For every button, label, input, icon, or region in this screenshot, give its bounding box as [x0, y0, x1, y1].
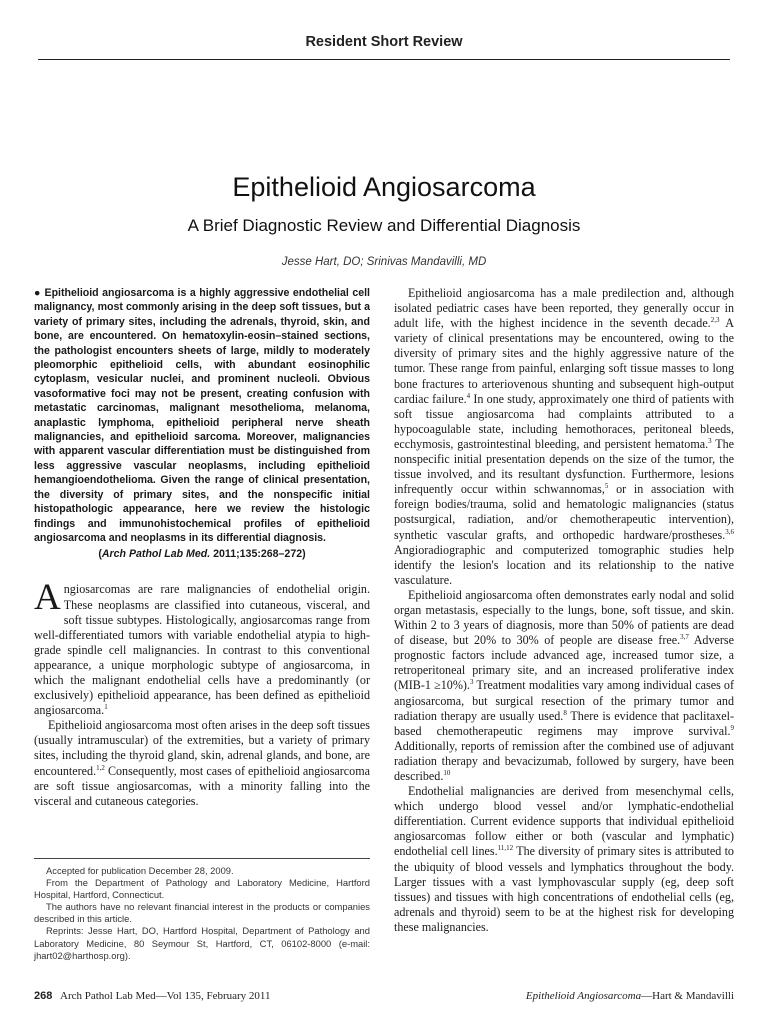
abstract: ● Epithelioid angiosarcoma is a highly aggressive endothelial cell malignancy, most commonly arising in the deep soft tissues, but a variety of primary sites, including the adrenals, thyroid, skin, and bone, are encountered. On hematoxylin-eosin–stained sections, the pathologist encounters sheets of large, mildly to moderately pleomorphic epithelioid cells, with abundant eosinophilic cytoplasm, vesicular nuclei, and prominent nucleoli. Obvious vasoformative foci may not be present, creating confusion with metastatic carcinomas, malignant mesothelioma, melanoma, anaplastic lymphoma, epithelioid peripheral nerve sheath malignancies, and epithelioid sarcoma. Moreover, malignancies with apparent vascular differentiation must be distinguished from less aggressive vascular neoplasms, including epithelioid hemangioendothelioma. Given the range of clinical presentation, the diversity of primary sites, and the nonspecific initial histopathologic appearance, here we review the histologic findings and immunohistochemical profiles of epithelioid angiosarcoma and neoplasms in its differential diagnosis.: [34, 287, 370, 544]
citation-details: 2011;135:268–272): [210, 548, 306, 561]
section-header: Resident Short Review: [305, 34, 463, 50]
intro-paragraph-2: Epithelioid angiosarcoma most often arises in the deep soft tissues (usually intramuscular) of the extremities, but a variety of primary sites, including the thyroid gland, skin, adrenal glands, and bone, are encountered.$^{1,2}$ Consequently, most cases of epithelioid angiosarcoma are soft tissue angiosarcomas, with a minority falling into the visceral and cutaneous categories.: [34, 718, 370, 808]
running-title: Epithelioid Angiosarcoma: [525, 990, 642, 1002]
footnote-disclosure: The authors have no relevant financial interest in the products or companies described in this article.: [34, 901, 370, 925]
page-number: 268: [34, 990, 53, 1002]
left-column: [34, 286, 370, 809]
footnote-rule: [34, 858, 370, 859]
right-column: [394, 286, 734, 935]
intro-paragraph-1: Angiosarcomas are rare malignancies of endothelial origin. These neoplasms are classified into cutaneous, visceral, and soft tissue subtypes. Histologically, angiosarcomas range from well-differentiated tumors with variable endothelial atypia to high-grade spindle cell malignancies. In contrast to this conventional appearance, a unique morphologic subtype of angiosarcoma, in which the malignant endothelial cells have a predominantly (or exclusively) epithelioid appearance, has been defined as epithelioid angiosarcoma.$^1$: [34, 577, 370, 718]
article-title: Epithelioid Angiosarcoma: [232, 172, 536, 202]
body-paragraph-2: Epithelioid angiosarcoma often demonstrates early nodal and solid organ metastasis, especially to the lungs, bone, soft tissue, and skin. Within 2 to 3 years of diagnosis, more than 50% of patients are dead of disease, but 20% to 30% of people are disease free.$^{3,7}$ Adverse prognostic factors include advanced age, increased tumor size, a retroperitoneal primary site, and an increased proliferative index (MIB-1 ≥10%).$^3$ Treatment modalities vary among individual cases of angiosarcoma, but surgical resection of the primary tumor and radiation therapy are usually used.$^8$ There is evidence that paclitaxel-based chemotherapeutic regimens may improve survival.$^9$ Additionally, reports of remission after the combined use of adjuvant radiation therapy and bevacizumab, followed by surgery, have been described.$^{10}$: [394, 587, 735, 783]
footnotes: [34, 858, 370, 962]
running-authors: —Hart & Mandavilli: [641, 990, 734, 1002]
abstract-citation: (Arch Pathol Lab Med. 2011;135:268–272): [98, 548, 306, 561]
article-subtitle: A Brief Diagnostic Review and Differential Diagnosis: [187, 216, 581, 235]
article-authors: Jesse Hart, DO; Srinivas Mandavilli, MD: [281, 256, 487, 268]
citation-journal: Arch Pathol Lab Med.: [101, 548, 211, 561]
footnote-affiliation: From the Department of Pathology and Laboratory Medicine, Hartford Hospital, Hartford, Connecticut.: [34, 877, 370, 901]
header-rule: [38, 59, 730, 60]
body-paragraph-3: Endothelial malignancies are derived from mesenchymal cells, which undergo blood vessel and/or lymphatic-endothelial differentiation. Current evidence supports that individual epithelioid angiosarcomas follow either or both (vascular and lymphatic) endothelial cell lines.$^{11,12}$ The diversity of primary sites is attributed to the ubiquity of blood vessels and lymphatics throughout the body. Larger tissues with a vast lymphovascular supply (eg, deep soft tissues) and tissues with high concentrations of endothelial cells (eg, adrenals and thyroid) seem to be at the highest risk for developing these malignancies.: [394, 784, 734, 934]
footnote-accepted: Accepted for publication December 28, 2009.: [46, 865, 234, 876]
drop-cap: A: [34, 577, 61, 619]
body-paragraph-1: Epithelioid angiosarcoma has a male predilection and, although isolated pediatric cases have been reported, they generally occur in adult life, with the highest incidence in the seventh decade.$^{2,3}$ A variety of clinical presentations may be encountered, owing to the diversity of primary sites and the highly aggressive nature of the tumor. These range from painful, enlarging soft tissue masses to long bone fractures to arteriovenous shunting and subsequent high-output cardiac failure.$^4$ In one study, approximately one third of patients with soft tissue angiosarcoma had complaints attributed to a hypocoagulable state, including hemothoraces, peritoneal bleeds, ecchymosis, gastrointestinal bleeding, and persistent hematoma.$^3$ The nonspecific initial presentation depends on the size of the tumor, the tissue involved, and its resultant dysfunction. Furthermore, lesions infrequently occur within schwannomas,$^5$ or in association with foreign bodies/trauma, solid and hematologic malignancies (status postsurgical, radiation, and/or chemotherapeutic intervention), synthetic vascular grafts, and orthopedic hardware/prostheses.$^{3,6}$ Angioradiographic and computerized tomographic studies help identify the lesion's location and its relationship to the native vasculature.: [394, 286, 735, 587]
footnote-reprints: Reprints: Jesse Hart, DO, Hartford Hospital, Department of Pathology and Laboratory Medicine, 80 Seymour St, Hartford, CT, 06102-8000 (e-mail: jhart02@harthosp.org).: [34, 925, 370, 961]
running-head: [526, 990, 734, 1002]
intro-body: [34, 577, 370, 808]
journal-info: Arch Pathol Lab Med—Vol 135, February 2011: [60, 990, 271, 1002]
page-footer: [34, 990, 734, 1002]
